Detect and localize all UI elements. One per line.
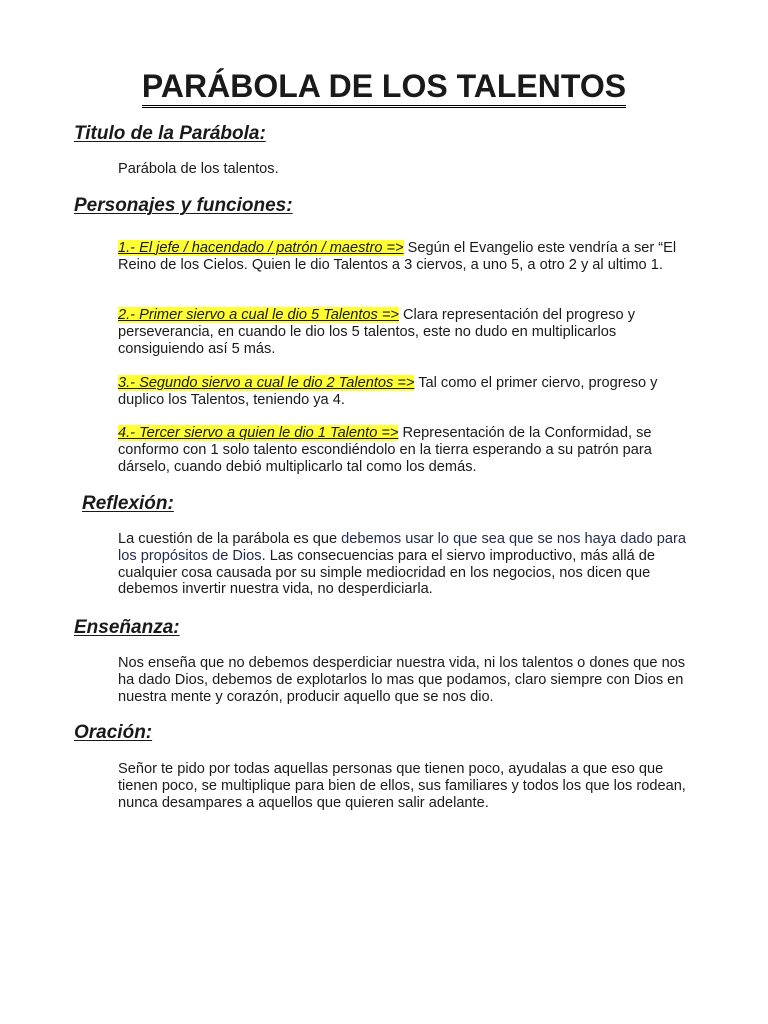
personaje-label-4: 4.- Tercer siervo a quien le dio 1 Talento =>	[118, 425, 399, 441]
heading-ensenanza: Enseñanza:	[74, 617, 180, 638]
heading-personajes: Personajes y funciones:	[74, 195, 293, 216]
personaje-text-4: Representación de la Conformidad, se conformo con 1 solo talento escondiéndolo en la tierra esperando a su patrón para dárselo, cuando debió multiplicarlo tal como los demás.	[118, 425, 652, 475]
heading-titulo: Titulo de la Parábola:	[74, 123, 266, 144]
personaje-label-2: 2.- Primer siervo a cual le dio 5 Talentos =>	[118, 307, 399, 323]
personaje-text-1: Según el Evangelio este vendría a ser “El Reino de los Cielos. Quien le dio Talentos a 3 ciervos, a uno 5, a otro 2 y al ultimo 1.	[118, 240, 677, 273]
reflexion-text	[118, 531, 698, 598]
personaje-item-4	[118, 425, 698, 475]
personaje-text-3: Tal como el primer ciervo, progreso y duplico los Talentos, teniendo ya 4.	[118, 375, 658, 408]
personaje-text-2: Clara representación del progreso y perseverancia, en cuando le dio los 5 talentos, este no dudo en multiplicarlos consiguiendo así 5 más.	[118, 307, 635, 357]
heading-oracion: Oración:	[74, 722, 153, 743]
oracion-text: Señor te pido por todas aquellas personas que tienen poco, ayudalas a que eso que tienen poco, se multiplique para bien de ellos, sus familiares y todos los que los rodean, nunca desampares a aquellos que quieren salir adelante.	[118, 761, 686, 811]
personaje-label-1: 1.- El jefe / hacendado / patrón / maestro =>	[118, 240, 404, 256]
reflexion-emphasis: debemos usar lo que sea que se nos haya dado para los propósitos de Dios	[118, 531, 686, 564]
personaje-item-2	[118, 307, 698, 357]
titulo-text: Parábola de los talentos.	[118, 161, 279, 177]
personaje-item-3	[118, 375, 698, 409]
ensenanza-text: Nos enseña que no debemos desperdiciar nuestra vida, ni los talentos o dones que nos ha dado Dios, debemos de explotarlos lo mas que podamos, claro siempre con Dios en nuestra mente y corazón, producir aquello que se nos dio.	[118, 655, 686, 705]
document-title: PARÁBOLA DE LOS TALENTOS	[0, 66, 768, 106]
heading-reflexion: Reflexión:	[82, 493, 174, 514]
reflexion-intro: La cuestión de la parábola es que	[118, 531, 342, 547]
personaje-label-3: 3.- Segundo siervo a cual le dio 2 Talentos =>	[118, 375, 415, 391]
personaje-item-1	[118, 240, 698, 274]
reflexion-rest: . Las consecuencias para el siervo improductivo, más allá de cualquier cosa causada por su simple mediocridad en los negocios, nos dicen que debemos invertir nuestra vida, no desperdiciarla.	[118, 547, 656, 598]
